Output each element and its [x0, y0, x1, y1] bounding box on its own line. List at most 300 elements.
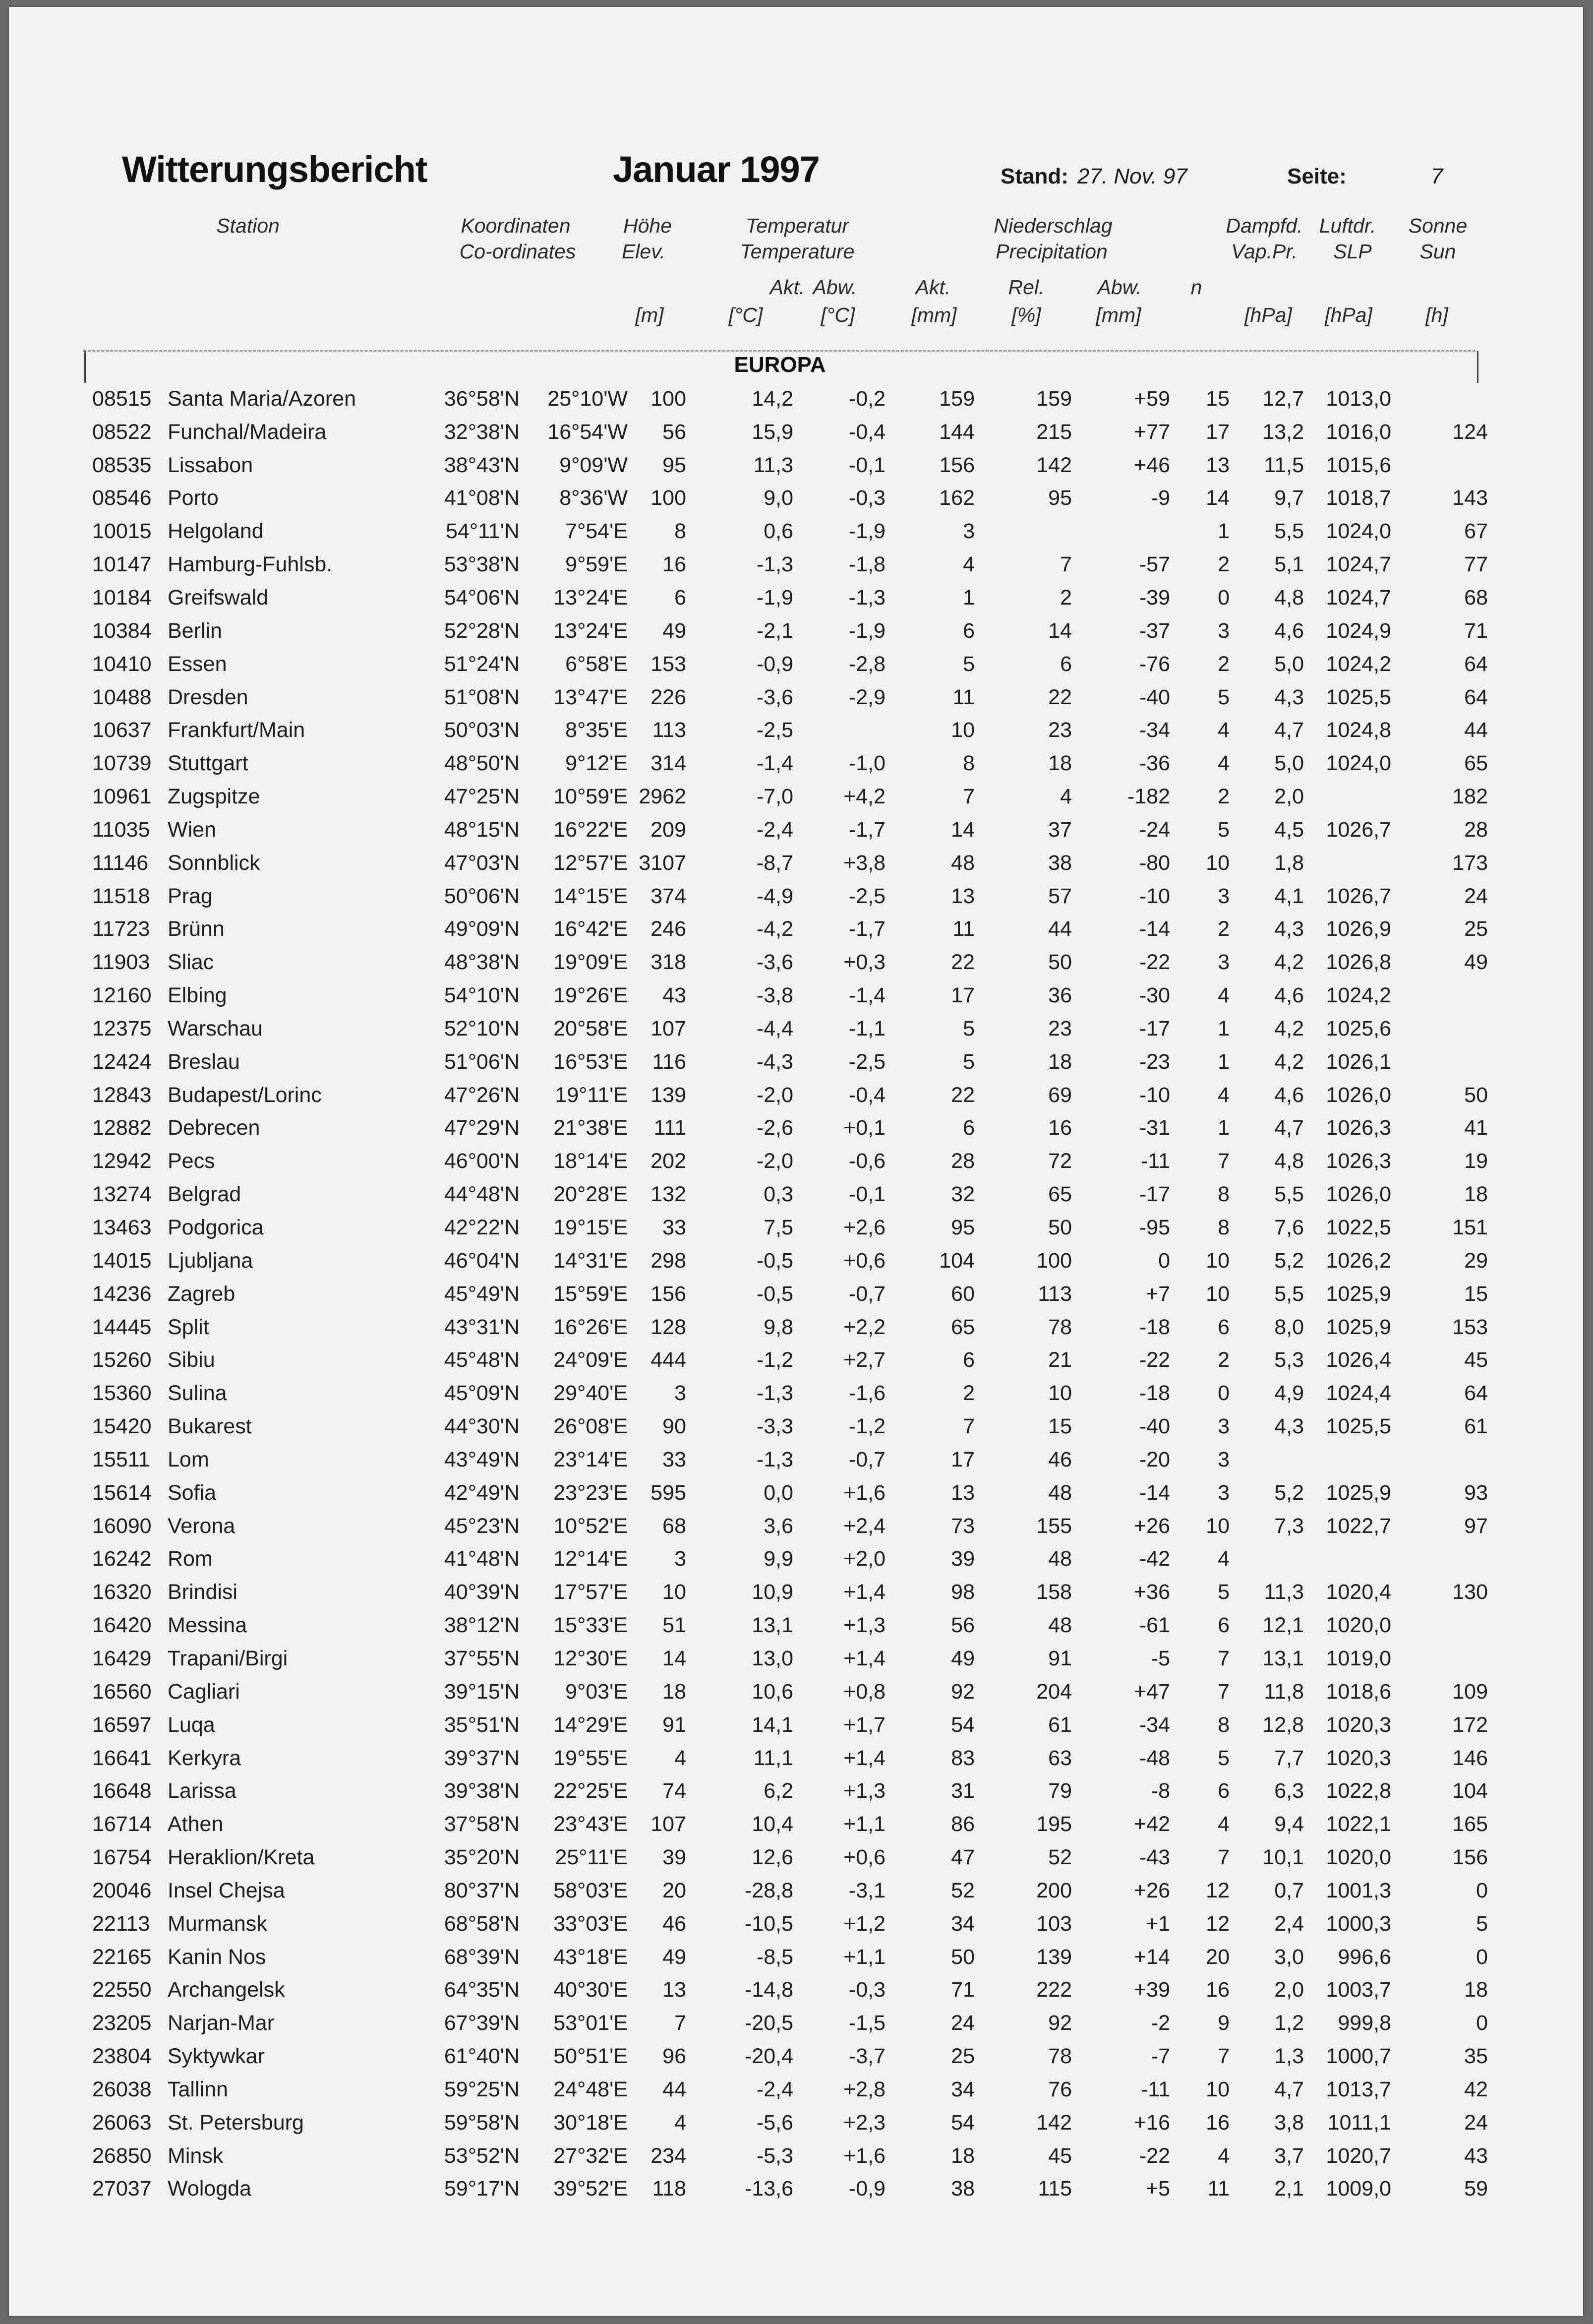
row-margin: [1488, 2140, 1583, 2173]
elevation: 16: [662, 552, 686, 577]
precip-actual: 6: [963, 1348, 975, 1372]
latitude: 44°48'N: [444, 1182, 520, 1207]
station-id: 16560: [92, 1679, 152, 1704]
longitude: 20°28'E: [553, 1182, 628, 1207]
table-row: [9, 1112, 1583, 1145]
precip-actual: 5: [963, 1016, 975, 1040]
precip-deviation: -10: [1139, 884, 1170, 908]
elevation: 49: [662, 1945, 686, 1969]
sunshine-hours: 50: [1464, 1083, 1488, 1107]
precip-deviation: -22: [1139, 1348, 1170, 1372]
precip-days: 20: [1206, 1945, 1230, 1969]
precip-actual: 6: [963, 1116, 975, 1140]
precip-actual: 13: [951, 1480, 975, 1505]
latitude: 41°08'N: [444, 486, 520, 510]
vapour-pressure: 4,7: [1274, 718, 1304, 742]
precip-relative: 37: [1048, 817, 1072, 842]
station-name: Santa Maria/Azoren: [168, 386, 356, 411]
table-row: [9, 2140, 1583, 2173]
vapour-pressure: 8,0: [1274, 1315, 1304, 1339]
precip-actual: 39: [951, 1547, 975, 1571]
table-row: [9, 2073, 1583, 2106]
row-margin: [1488, 1774, 1583, 1808]
station-id: 16429: [92, 1646, 152, 1670]
station-name: Murmansk: [168, 1911, 267, 1936]
latitude: 39°37'N: [444, 1746, 520, 1770]
temp-actual: -10,5: [744, 1911, 793, 1936]
precip-actual: 11: [952, 917, 975, 941]
temp-actual: -2,1: [756, 618, 793, 643]
sea-level-pressure: 1018,6: [1326, 1679, 1391, 1704]
temp-deviation: -2,5: [848, 884, 885, 908]
vapour-pressure: 1,8: [1274, 851, 1304, 875]
station-id: 08535: [92, 453, 152, 477]
elevation: 374: [650, 884, 686, 908]
latitude: 39°15'N: [444, 1679, 520, 1704]
elevation: 113: [652, 718, 686, 742]
station-id: 26063: [92, 2110, 152, 2135]
latitude: 54°10'N: [444, 983, 520, 1008]
sunshine-hours: 156: [1452, 1845, 1488, 1870]
station-name: Elbing: [168, 983, 227, 1008]
sea-level-pressure: 1020,4: [1326, 1580, 1391, 1604]
temp-deviation: -1,2: [848, 1414, 885, 1439]
vapour-pressure: 12,7: [1262, 386, 1304, 411]
station-name: Verona: [168, 1514, 236, 1538]
header-temp-akt-unit: [°C]: [728, 304, 763, 326]
precip-deviation: -34: [1139, 1712, 1170, 1737]
sunshine-hours: 143: [1452, 486, 1488, 510]
station-name: Narjan-Mar: [168, 2011, 275, 2035]
temp-deviation: -2,9: [848, 685, 885, 709]
longitude: 13°24'E: [553, 618, 628, 643]
header-sun: Sun: [1419, 240, 1456, 263]
precip-days: 10: [1206, 2077, 1230, 2101]
station-name: Porto: [168, 486, 219, 510]
longitude: 10°59'E: [553, 785, 628, 809]
sea-level-pressure: 1024,2: [1326, 652, 1391, 676]
temp-deviation: +1,4: [843, 1646, 885, 1670]
vapour-pressure: 5,5: [1274, 1182, 1304, 1207]
vapour-pressure: 5,2: [1274, 1248, 1304, 1273]
sea-level-pressure: 1026,3: [1326, 1149, 1391, 1173]
row-margin: [1488, 1941, 1583, 1974]
sunshine-hours: [1391, 449, 1488, 482]
temp-deviation: +1,4: [843, 1580, 885, 1604]
temp-deviation: -0,9: [848, 2177, 885, 2201]
station-id: 10147: [92, 552, 152, 577]
station-name: Rom: [168, 1547, 213, 1571]
precip-actual: 95: [951, 1216, 975, 1240]
longitude: 27°32'E: [553, 2143, 628, 2168]
header-coordinates: Co-ordinates: [459, 240, 576, 263]
precip-deviation: -11: [1141, 2077, 1170, 2101]
station-name: Heraklion/Kreta: [168, 1845, 315, 1870]
elevation: 7: [674, 2011, 686, 2035]
table-row: [9, 1410, 1583, 1443]
station-name: Sulina: [168, 1381, 227, 1406]
precip-actual: 8: [963, 751, 975, 776]
row-margin: [1488, 648, 1583, 681]
precip-relative: 16: [1048, 1116, 1072, 1140]
table-row: [9, 1907, 1583, 1941]
latitude: 64°35'N: [444, 1978, 520, 2002]
temp-actual: 10,6: [752, 1679, 793, 1704]
station-id: 11723: [92, 917, 150, 941]
table-row: [9, 1178, 1583, 1211]
sea-level-pressure: 999,8: [1338, 2011, 1391, 2035]
row-margin: [1488, 1709, 1583, 1742]
latitude: 48°15'N: [444, 817, 520, 842]
temp-deviation: +2,0: [843, 1547, 885, 1571]
latitude: 54°11'N: [446, 519, 520, 544]
table-row: [9, 1974, 1583, 2007]
sea-level-pressure: 1026,4: [1326, 1348, 1391, 1372]
temp-deviation: -2,5: [848, 1049, 885, 1074]
longitude: 22°25'E: [553, 1779, 628, 1803]
temp-deviation: -0,1: [848, 1182, 885, 1207]
sea-level-pressure: 1022,7: [1326, 1514, 1391, 1538]
longitude: 16°26'E: [553, 1315, 628, 1339]
elevation: 116: [652, 1049, 686, 1074]
elevation: 2962: [639, 785, 686, 809]
station-id: 13463: [92, 1216, 152, 1240]
row-margin: [1488, 1012, 1583, 1045]
temp-actual: -20,4: [744, 2044, 793, 2069]
row-margin: [1488, 1311, 1583, 1344]
precip-days: 0: [1218, 585, 1230, 610]
temp-actual: -0,9: [756, 652, 793, 676]
table-row: [9, 1311, 1583, 1344]
precip-relative: 22: [1048, 685, 1072, 709]
station-name: Hamburg-Fuhlsb.: [168, 552, 333, 577]
precip-deviation: -24: [1139, 817, 1170, 842]
temp-deviation: -1,1: [848, 1016, 885, 1040]
sea-level-pressure: 1011,1: [1327, 2110, 1391, 2135]
longitude: 15°33'E: [553, 1613, 628, 1638]
table-row: [9, 1742, 1583, 1775]
precip-days: 7: [1218, 1845, 1230, 1870]
precip-actual: 34: [951, 1911, 975, 1936]
precip-actual: 25: [951, 2044, 975, 2069]
temp-actual: -2,4: [756, 817, 793, 842]
temp-actual: -1,9: [756, 585, 793, 610]
temp-actual: -2,6: [756, 1116, 793, 1140]
precip-deviation: -18: [1139, 1381, 1170, 1406]
precip-relative: 78: [1048, 2044, 1072, 2069]
table-row: [9, 913, 1583, 946]
station-name: Lissabon: [168, 453, 253, 477]
sea-level-pressure: 1022,8: [1326, 1779, 1391, 1803]
row-margin: [1488, 780, 1583, 813]
precip-actual: 60: [951, 1282, 975, 1306]
precip-relative: 46: [1048, 1447, 1072, 1471]
sea-level-pressure: [1304, 780, 1391, 813]
station-name: Belgrad: [168, 1182, 241, 1207]
elevation: 234: [650, 2143, 686, 2168]
longitude: 14°15'E: [553, 884, 628, 908]
table-row: [9, 416, 1583, 449]
header-precipitation: Precipitation: [996, 240, 1108, 263]
sunshine-hours: 24: [1464, 2110, 1488, 2135]
precip-days: 8: [1218, 1712, 1230, 1737]
table-row: [9, 714, 1583, 747]
temp-actual: -20,5: [744, 2011, 793, 2035]
latitude: 43°49'N: [444, 1447, 520, 1471]
elevation: 44: [662, 2077, 686, 2101]
precip-days: 7: [1218, 2044, 1230, 2069]
precip-relative: 23: [1048, 718, 1072, 742]
vapour-pressure: 4,6: [1274, 1083, 1304, 1107]
station-name: Sliac: [168, 950, 214, 975]
table-row: [9, 1443, 1583, 1476]
precip-deviation: +77: [1134, 420, 1170, 444]
precip-relative: 23: [1048, 1016, 1072, 1040]
station-name: Wien: [168, 817, 216, 842]
sunshine-hours: 28: [1464, 817, 1488, 842]
precip-relative: 48: [1048, 1547, 1072, 1571]
station-id: 26850: [92, 2143, 152, 2168]
sea-level-pressure: 1022,5: [1326, 1216, 1391, 1240]
temp-actual: 3,6: [764, 1514, 793, 1538]
elevation: 246: [650, 917, 686, 941]
temp-deviation: +1,6: [843, 2143, 885, 2168]
row-margin: [1488, 979, 1583, 1012]
longitude: 19°15'E: [553, 1216, 628, 1240]
table-row: [9, 1709, 1583, 1742]
latitude: 44°30'N: [444, 1414, 520, 1439]
sea-level-pressure: 1001,3: [1326, 1878, 1391, 1902]
precip-actual: 28: [951, 1149, 975, 1173]
row-margin: [1488, 1476, 1583, 1510]
sea-level-pressure: 1024,7: [1326, 585, 1391, 610]
station-id: 12942: [92, 1149, 152, 1173]
station-name: Syktywkar: [168, 2044, 265, 2069]
vapour-pressure: [1230, 1443, 1304, 1476]
table-row: [9, 1808, 1583, 1841]
vapour-pressure: 12,1: [1262, 1613, 1304, 1638]
vapour-pressure: 4,1: [1274, 884, 1304, 908]
precip-relative: 50: [1048, 950, 1072, 975]
precip-deviation: -8: [1151, 1779, 1170, 1803]
temp-deviation: +1,4: [843, 1746, 885, 1770]
row-margin: [1488, 1178, 1583, 1211]
longitude: 24°09'E: [553, 1348, 628, 1372]
longitude: 12°57'E: [553, 851, 628, 875]
vapour-pressure: 0,7: [1274, 1878, 1304, 1902]
sunshine-hours: 5: [1476, 1911, 1488, 1936]
temp-deviation: +3,8: [843, 851, 885, 875]
temp-deviation: +0,6: [843, 1845, 885, 1870]
precip-deviation: -36: [1139, 751, 1170, 776]
vapour-pressure: 11,8: [1264, 1679, 1304, 1704]
station-name: Larissa: [168, 1779, 236, 1803]
precip-relative: 204: [1036, 1679, 1072, 1704]
elevation: 91: [662, 1712, 686, 1737]
temp-deviation: +0,6: [843, 1248, 885, 1273]
sea-level-pressure: 1026,3: [1326, 1116, 1391, 1140]
temp-deviation: -1,5: [848, 2011, 885, 2035]
precip-deviation: -22: [1139, 950, 1170, 975]
station-name: Wologda: [168, 2177, 251, 2201]
vapour-pressure: 4,5: [1274, 817, 1304, 842]
longitude: 30°18'E: [553, 2110, 628, 2135]
table-row: [9, 1642, 1583, 1675]
latitude: 47°25'N: [444, 785, 520, 809]
latitude: 48°38'N: [444, 950, 520, 975]
station-id: 27037: [92, 2177, 152, 2201]
header-koordinaten: Koordinaten: [461, 214, 571, 237]
latitude: 37°55'N: [444, 1646, 520, 1670]
precip-deviation: -18: [1139, 1315, 1170, 1339]
elevation: 14: [662, 1646, 686, 1670]
sunshine-hours: 64: [1464, 652, 1488, 676]
latitude: 45°23'N: [444, 1514, 520, 1538]
vapour-pressure: 4,6: [1274, 983, 1304, 1008]
table-row: [9, 1543, 1583, 1576]
precip-deviation: +39: [1134, 1978, 1170, 2002]
latitude: 50°06'N: [444, 884, 520, 908]
temp-actual: 0,0: [764, 1480, 793, 1505]
sea-level-pressure: 1026,0: [1326, 1083, 1391, 1107]
sunshine-hours: 18: [1464, 1182, 1488, 1207]
report-page: [9, 7, 1583, 2316]
header-prec-rel: Rel.: [1008, 276, 1045, 299]
sea-level-pressure: 1000,7: [1326, 2044, 1391, 2069]
station-id: 10184: [92, 585, 152, 610]
precip-days: 4: [1218, 1812, 1230, 1836]
precip-deviation: -14: [1139, 917, 1170, 941]
sunshine-hours: [1391, 1609, 1488, 1642]
station-id: 15360: [92, 1381, 152, 1406]
station-name: Archangelsk: [168, 1978, 285, 2002]
precip-actual: 65: [951, 1315, 975, 1339]
station-id: 14015: [92, 1248, 152, 1273]
sea-level-pressure: 1020,3: [1326, 1712, 1391, 1737]
precip-actual: 54: [951, 2110, 975, 2135]
table-row: [9, 1941, 1583, 1974]
sunshine-hours: 67: [1464, 519, 1488, 544]
sea-level-pressure: 1022,1: [1326, 1812, 1391, 1836]
table-row: [9, 1278, 1583, 1311]
precip-relative: 103: [1036, 1911, 1072, 1936]
table-row: [9, 813, 1583, 847]
precip-days: 6: [1218, 1779, 1230, 1803]
longitude: 13°47'E: [553, 685, 628, 709]
precip-relative: 200: [1036, 1878, 1072, 1902]
longitude: 6°58'E: [565, 652, 628, 676]
header-temp-abw: Abw.: [813, 276, 857, 299]
precip-deviation: -48: [1139, 1746, 1170, 1770]
elevation: 49: [662, 618, 686, 643]
station-id: 10961: [92, 785, 152, 809]
header-prec-rel-unit: [%]: [1011, 304, 1041, 326]
elevation: 318: [650, 950, 686, 975]
temp-deviation: +4,2: [843, 785, 885, 809]
precip-days: 4: [1218, 718, 1230, 742]
precip-relative: 78: [1048, 1315, 1072, 1339]
precip-days: 9: [1218, 2011, 1230, 2035]
vapour-pressure: 1,3: [1274, 2044, 1304, 2069]
sea-level-pressure: 1025,6: [1326, 1016, 1391, 1040]
station-id: 12424: [92, 1049, 152, 1074]
station-id: 16641: [92, 1746, 152, 1770]
temp-actual: -0,5: [756, 1248, 793, 1273]
header-niederschlag: Niederschlag: [994, 214, 1113, 237]
station-name: Zagreb: [168, 1282, 236, 1306]
precip-actual: 3: [963, 519, 975, 544]
precip-deviation: -42: [1139, 1547, 1170, 1571]
longitude: 40°30'E: [553, 1978, 628, 2002]
temp-deviation: -0,7: [848, 1282, 885, 1306]
longitude: 19°55'E: [553, 1746, 628, 1770]
latitude: 80°37'N: [444, 1878, 520, 1902]
precip-relative: 79: [1048, 1779, 1072, 1803]
vapour-pressure: 4,2: [1274, 1049, 1304, 1074]
table-row: [9, 1576, 1583, 1609]
sunshine-hours: 71: [1464, 618, 1488, 643]
station-name: Essen: [168, 652, 227, 676]
temp-deviation: +2,6: [843, 1216, 885, 1240]
vapour-pressure: 5,0: [1274, 652, 1304, 676]
temp-actual: -0,5: [756, 1282, 793, 1306]
longitude: 10°52'E: [553, 1514, 628, 1538]
row-margin: [1488, 1278, 1583, 1311]
longitude: 9°59'E: [565, 552, 628, 577]
precip-deviation: -40: [1139, 685, 1170, 709]
precip-days: 1: [1218, 1116, 1230, 1140]
sunshine-hours: 165: [1452, 1812, 1488, 1836]
temp-actual: -2,4: [756, 2077, 793, 2101]
elevation: 153: [650, 652, 686, 676]
temp-actual: -5,3: [756, 2143, 793, 2168]
table-row: [9, 747, 1583, 780]
page-label: Seite:: [1287, 164, 1347, 188]
latitude: 53°38'N: [444, 552, 520, 577]
precip-relative: 10: [1048, 1381, 1072, 1406]
sea-level-pressure: 1024,8: [1326, 718, 1391, 742]
temp-deviation: -1,6: [848, 1381, 885, 1406]
precip-actual: 11: [952, 685, 975, 709]
precip-relative: 195: [1036, 1812, 1072, 1836]
precip-actual: 17: [951, 983, 975, 1008]
precip-deviation: +59: [1134, 386, 1170, 411]
row-margin: [1488, 416, 1583, 449]
precip-deviation: -40: [1139, 1414, 1170, 1439]
precip-days: 2: [1218, 1348, 1230, 1372]
longitude: 25°11'E: [555, 1845, 628, 1870]
longitude: 18°14'E: [553, 1149, 628, 1173]
elevation: 139: [650, 1083, 686, 1107]
vapour-pressure: 7,7: [1274, 1746, 1304, 1770]
temp-actual: 7,5: [764, 1216, 793, 1240]
precip-days: 4: [1218, 751, 1230, 776]
precip-days: 3: [1218, 1480, 1230, 1505]
longitude: 33°03'E: [553, 1911, 628, 1936]
precip-days: 1: [1218, 1049, 1230, 1074]
precip-deviation: -37: [1139, 618, 1170, 643]
precip-actual: 56: [951, 1613, 975, 1638]
station-id: 22165: [92, 1945, 152, 1969]
temp-deviation: +2,3: [843, 2110, 885, 2135]
station-id: 16320: [92, 1580, 152, 1604]
precip-relative: 142: [1036, 2110, 1072, 2135]
table-row: [9, 780, 1583, 813]
precip-days: 12: [1206, 1878, 1230, 1902]
precip-actual: 7: [963, 785, 975, 809]
row-margin: [1488, 1974, 1583, 2007]
page-number: 7: [1431, 164, 1443, 188]
